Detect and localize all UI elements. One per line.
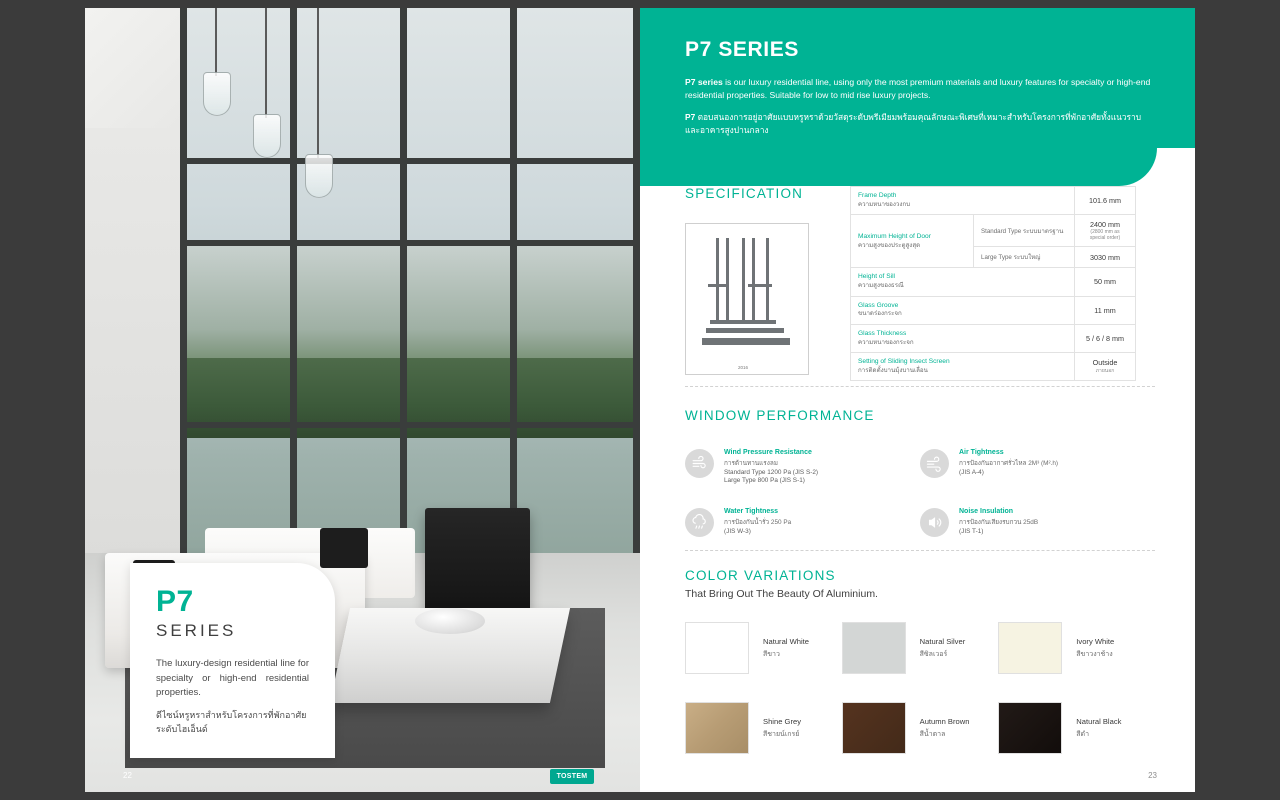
spec-label-th: ความสูงของธรณี xyxy=(858,282,904,290)
photo-pendant-cord xyxy=(317,8,319,158)
color-swatch xyxy=(685,702,842,754)
air-tightness-icon xyxy=(920,449,949,478)
water-tightness-icon xyxy=(685,508,714,537)
header-banner xyxy=(640,8,1195,148)
brochure-spread xyxy=(85,8,1195,792)
photo-pillow xyxy=(320,528,368,568)
header-paragraph-en-text: is our luxury residential line, using only the most premium materials and luxury features for specialty or high-end residential properties. Suitable for low to mid rise luxury projects. xyxy=(685,77,1151,101)
color-swatch-chip xyxy=(842,622,906,674)
spec-label-th: ความหนาของกระจก xyxy=(858,338,914,346)
spec-value-note: ภายนอก xyxy=(1095,368,1115,375)
brand-logo xyxy=(550,769,594,784)
photo-mullion xyxy=(290,8,297,568)
photo-bowl xyxy=(415,608,485,634)
color-name-th: สีขาว xyxy=(763,650,780,658)
spec-value xyxy=(1075,215,1136,247)
color-name-en: Natural Black xyxy=(1076,716,1122,726)
drawing-label: 2016 xyxy=(738,365,749,370)
photo-left-wall xyxy=(85,128,185,568)
spec-value-text: 2400 mm xyxy=(1090,220,1120,230)
performance-item xyxy=(920,508,1155,537)
color-swatch-chip xyxy=(685,702,749,754)
photo-mullion xyxy=(633,8,640,568)
performance-label-en: Wind Pressure Resistance xyxy=(724,449,812,456)
table-row xyxy=(851,268,1136,296)
color-name-th: สีขาวงาช้าง xyxy=(1076,650,1113,658)
photo-transom xyxy=(180,422,640,428)
spec-label-th: ความหนาของวงกบ xyxy=(858,200,911,208)
brand-logo-text: TOSTEM xyxy=(556,773,588,780)
spec-value: 11 mm xyxy=(1075,296,1136,324)
divider xyxy=(685,386,1155,387)
left-page xyxy=(85,8,640,792)
spec-label-en: Height of Sill xyxy=(858,273,896,281)
color-swatch-chip xyxy=(998,702,1062,754)
divider xyxy=(685,550,1155,551)
color-swatch xyxy=(998,622,1155,674)
spec-value: 50 mm xyxy=(1075,268,1136,296)
color-variations-title: COLOR VARIATIONS xyxy=(685,568,836,583)
window-performance-title: WINDOW PERFORMANCE xyxy=(685,408,875,423)
spec-value: 101.6 mm xyxy=(1075,187,1136,215)
color-name-en: Ivory White xyxy=(1076,636,1115,646)
spec-label-en: Frame Depth xyxy=(858,192,897,199)
color-name-th: สีดำ xyxy=(1076,730,1090,738)
performance-label-th: การป้องกันเสียงรบกวน 25dB xyxy=(959,519,1039,526)
spec-label-en: Maximum Height of Door xyxy=(858,232,931,240)
page-title: P7 SERIES xyxy=(685,38,799,61)
performance-line: Large Type 800 Pa (JIS S-1) xyxy=(724,477,805,484)
photo-transom xyxy=(180,240,640,246)
specification-table xyxy=(850,186,1136,381)
color-swatch xyxy=(842,622,999,674)
specification-drawing xyxy=(685,223,809,375)
performance-line: (JIS A-4) xyxy=(959,469,984,476)
spec-value-text: Outside xyxy=(1092,358,1118,368)
table-row xyxy=(851,353,1136,381)
color-swatch-chip xyxy=(842,702,906,754)
color-name-th: สีซิลเวอร์ xyxy=(919,650,948,658)
photo-armchair xyxy=(425,508,530,613)
performance-item xyxy=(685,449,920,484)
table-row xyxy=(851,324,1136,352)
color-swatch-chip xyxy=(998,622,1062,674)
spec-value: 5 / 6 / 8 mm xyxy=(1075,324,1136,352)
performance-label-th: การต้านทานแรงลม xyxy=(724,460,778,467)
header-paragraph-en-bold: P7 series xyxy=(685,77,723,87)
specification-section xyxy=(685,186,1153,381)
photo-pendant-lamp xyxy=(305,154,333,198)
header-paragraph-en xyxy=(685,76,1155,103)
spec-label-th: ความสูงของประตูสูงสุด xyxy=(858,241,921,249)
color-swatch-chip xyxy=(685,622,749,674)
spec-label-th: การติดตั้งบานมุ้งบานเลื่อน xyxy=(858,366,928,374)
color-name-en: Autumn Brown xyxy=(919,716,970,726)
p7-card-title: P7 xyxy=(156,585,194,618)
header-paragraph-th-text: ตอบสนองการอยู่อาศัยแบบหรูหราด้วยวัสดุระดับพรีเมียมพร้อมคุณลักษณะพิเศษที่เหมาะสำหรับโครงการที่พักอาศัยทั้งแนวราบและอาคารสูงปานกลาง xyxy=(685,111,1142,136)
color-name-en: Natural Silver xyxy=(919,636,966,646)
spec-label-th: ขนาดร่องกระจก xyxy=(858,310,902,318)
photo-mullion xyxy=(400,8,407,568)
color-swatch xyxy=(998,702,1155,754)
photo-pendant-cord xyxy=(215,8,217,76)
performance-line: (JIS W-3) xyxy=(724,528,751,535)
performance-label-en: Noise Insulation xyxy=(959,508,1014,515)
spec-value xyxy=(1075,353,1136,381)
color-name-en: Shine Grey xyxy=(763,716,801,726)
spec-label-en: Glass Thickness xyxy=(858,329,907,337)
right-page-number: 23 xyxy=(1148,771,1157,780)
window-performance-section xyxy=(685,408,1155,561)
spec-label-en: Setting of Sliding Insect Screen xyxy=(858,358,950,365)
right-page xyxy=(640,8,1195,792)
table-row xyxy=(851,215,1136,247)
spec-value: 3030 mm xyxy=(1075,247,1136,268)
table-row xyxy=(851,187,1136,215)
color-name-en: Natural White xyxy=(763,636,810,646)
performance-item xyxy=(920,449,1155,484)
spec-label-en: Glass Groove xyxy=(858,301,899,309)
header-paragraph-th xyxy=(685,111,1155,138)
performance-line: (JIS T-1) xyxy=(959,528,984,535)
color-variations-section xyxy=(685,568,1155,782)
performance-label-th: การป้องกันอากาศรั่วไหล 2M³ (M².h) xyxy=(959,460,1059,467)
noise-insulation-icon xyxy=(920,508,949,537)
photo-mullion xyxy=(510,8,517,568)
color-variations-subtitle: That Bring Out The Beauty Of Aluminium. xyxy=(685,588,878,600)
p7-card-description-en: The luxury-design residential line for specialty or high-end residential properties. xyxy=(156,658,309,699)
photo-pendant-lamp xyxy=(203,72,231,116)
specification-title: SPECIFICATION xyxy=(685,186,804,201)
left-page-number: 22 xyxy=(123,771,132,780)
performance-label-en: Air Tightness xyxy=(959,449,1004,456)
p7-card-subtitle: SERIES xyxy=(156,621,237,640)
color-name-th: สีชายน์เกรย์ xyxy=(763,730,800,738)
wind-pressure-icon xyxy=(685,449,714,478)
spec-subtype: Standard Type ระบบมาตรฐาน xyxy=(974,215,1075,247)
performance-line: Standard Type 1200 Pa (JIS S-2) xyxy=(724,469,819,476)
p7-series-card xyxy=(130,563,335,758)
performance-label-en: Water Tightness xyxy=(724,508,779,515)
spec-subtype: Large Type ระบบใหญ่ xyxy=(974,247,1075,268)
p7-card-description-th: ดีไซน์หรูหราสำหรับโครงการที่พักอาศัยระดับไฮเอ็นด์ xyxy=(156,710,307,735)
color-swatch xyxy=(842,702,999,754)
photo-transom xyxy=(180,158,640,164)
photo-mullion xyxy=(180,8,187,568)
photo-pendant-lamp xyxy=(253,114,281,158)
spec-value-note: (2800 mm as special order) xyxy=(1089,229,1121,242)
photo-pendant-cord xyxy=(265,8,267,118)
color-swatch xyxy=(685,622,842,674)
table-row xyxy=(851,296,1136,324)
header-paragraph-th-bold: P7 xyxy=(685,111,696,122)
performance-item xyxy=(685,508,920,537)
performance-label-th: การป้องกันน้ำรั่ว 250 Pa xyxy=(724,519,792,526)
color-name-th: สีน้ำตาล xyxy=(919,730,946,738)
